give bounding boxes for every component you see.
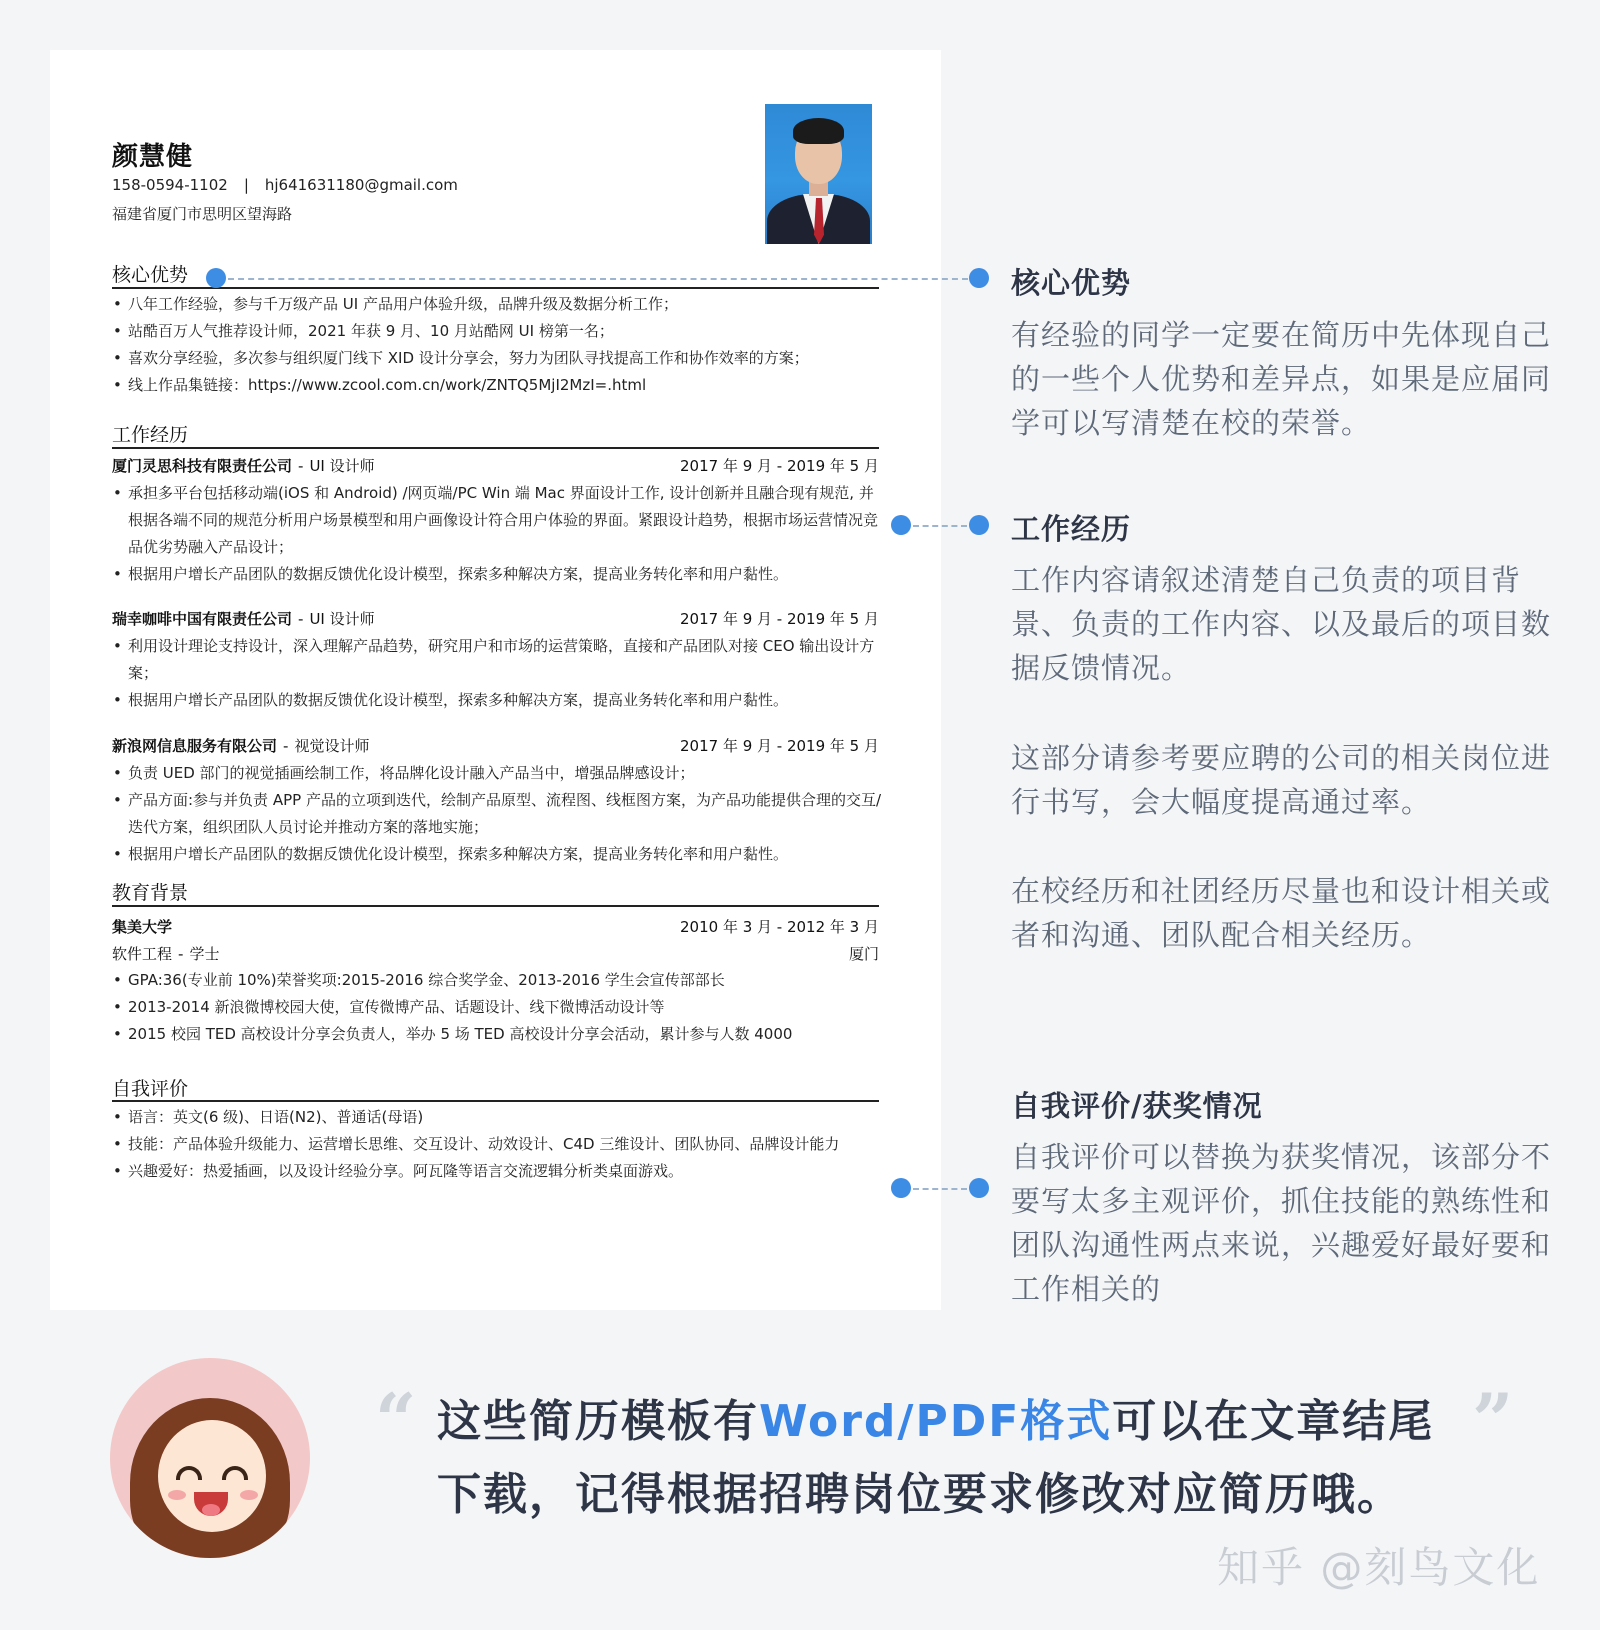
job-date: 2017 年 9 月 - 2019 年 5 月: [680, 610, 879, 628]
job-duties: [112, 633, 882, 714]
note-text: 这些简历模板有: [437, 1396, 759, 1447]
dash: -: [283, 737, 289, 755]
section-title-advantages: 核心优势: [112, 264, 189, 286]
resume-page: [50, 50, 941, 1310]
connector-line: [913, 1188, 967, 1190]
resume-name: 颜慧健: [112, 142, 194, 172]
job-duties: [112, 760, 882, 868]
school-header: [112, 916, 879, 937]
list-item: • 八年工作经验，参与千万级产品 UI 产品用户体验升级，品牌升级及数据分析工作；: [112, 291, 882, 318]
job-header: [112, 735, 879, 756]
connector-dot: [891, 1178, 911, 1198]
contact-separator: |: [243, 176, 249, 194]
school-date: 2010 年 3 月 - 2012 年 3 月: [680, 918, 879, 936]
author-avatar: [110, 1358, 310, 1558]
list-item: • 站酷百万人气推荐设计师，2021 年获 9 月、10 月站酷网 UI 榜第一名；: [112, 318, 882, 345]
job-date: 2017 年 9 月 - 2019 年 5 月: [680, 457, 879, 475]
dash: -: [298, 457, 304, 475]
watermark: 知乎 @刻鸟文化: [1217, 1543, 1541, 1592]
connector-line: [228, 278, 968, 280]
job-role: 视觉设计师: [294, 737, 370, 755]
connector-dot: [206, 268, 226, 288]
section-title-self: 自我评价: [112, 1078, 189, 1100]
connector-dot: [891, 515, 911, 535]
job-date: 2017 年 9 月 - 2019 年 5 月: [680, 737, 879, 755]
close-quote-icon: ”: [1472, 1377, 1514, 1462]
note-text: 可以在文章结尾: [1112, 1396, 1435, 1447]
company-name: 瑞幸咖啡中国有限责任公司: [112, 610, 293, 628]
company-name: 新浪网信息服务有限公司: [112, 737, 278, 755]
list-item: • 2015 校园 TED 高校设计分享会负责人，举办 5 场 TED 高校设计分享会活动，累计参与人数 4000: [112, 1021, 882, 1048]
advantages-list: [112, 291, 882, 399]
resume-contact: [112, 176, 458, 194]
list-item: • 兴趣爱好：热爱插画，以及设计经验分享。阿瓦隆等语言交流逻辑分析类桌面游戏。: [112, 1158, 882, 1185]
annotation-title: 核心优势: [1011, 266, 1132, 300]
major: 软件工程: [112, 945, 173, 963]
portfolio-link[interactable]: 线上作品集链接：https://www.zcool.com.cn/work/ZNTQ5MjI2MzI=.html: [128, 376, 647, 394]
annotation-body: 工作内容请叙述清楚自己负责的项目背景、负责的工作内容、以及最后的项目数据反馈情况。: [1011, 563, 1552, 685]
open-quote-icon: “: [375, 1377, 417, 1462]
phone-number: 158-0594-1102: [112, 176, 228, 194]
job-role: UI 设计师: [309, 610, 375, 628]
job-header: [112, 455, 879, 476]
note-line-2: 下载，记得根据招聘岗位要求修改对应简历哦。: [437, 1469, 1403, 1520]
list-item: • 语言：英文(6 级)、日语(N2)、普通话(母语): [112, 1104, 882, 1131]
education-list: [112, 967, 882, 1048]
connector-dot: [969, 268, 989, 288]
list-item: [112, 372, 882, 399]
section-title-education: 教育背景: [112, 882, 189, 904]
list-item: • 根据用户增长产品团队的数据反馈优化设计模型，探索多种解决方案，提高业务转化率和用户黏性。: [112, 687, 882, 714]
list-item: • 喜欢分享经验，多次参与组织厦门线下 XID 设计分享会，努力为团队寻找提高工作和协作效率的方案；: [112, 345, 882, 372]
annotation-body: 在校经历和社团经历尽量也和设计相关或者和沟通、团队配合相关经历。: [1011, 874, 1552, 952]
major-row: [112, 943, 879, 964]
dash: -: [178, 945, 184, 963]
dash: -: [298, 610, 304, 628]
list-item: • 利用设计理论支持设计，深入理解产品趋势，研究用户和市场的运营策略，直接和产品团队对接 CEO 输出设计方案；: [112, 633, 882, 687]
section-rule: [112, 1100, 879, 1102]
section-rule: [112, 287, 879, 289]
job-role: UI 设计师: [309, 457, 375, 475]
section-rule: [112, 447, 879, 449]
self-list: [112, 1104, 882, 1185]
school-city: 厦门: [848, 945, 879, 963]
note-line-1: [437, 1385, 1434, 1449]
annotation-title: 工作经历: [1011, 512, 1132, 546]
annotation-body: 这部分请参考要应聘的公司的相关岗位进行书写，会大幅度提高通过率。: [1011, 741, 1552, 819]
list-item: • 负责 UED 部门的视觉插画绘制工作，将品牌化设计融入产品当中，增强品牌感设计；: [112, 760, 882, 787]
connector-line: [913, 525, 967, 527]
home-address: 福建省厦门市思明区望海路: [112, 205, 293, 223]
list-item: • 承担多平台包括移动端(iOS 和 Android) /网页端/PC Win 端 Mac 界面设计工作, 设计创新并且融合现有规范, 并根据各端不同的规范分析用户场景模型和用户画像设计符合用户体验的界面。紧跟设计趋势，根据市场运营情况竞品优劣势融入产品设计；: [112, 480, 882, 561]
connector-dot: [969, 1178, 989, 1198]
job-header: [112, 608, 879, 629]
list-item: • GPA:36(专业前 10%)荣誉奖项:2015-2016 综合奖学金、2013-2016 学生会宣传部部长: [112, 967, 882, 994]
note-highlight: Word/PDF格式: [759, 1396, 1113, 1447]
job-duties: [112, 480, 882, 588]
list-item: • 根据用户增长产品团队的数据反馈优化设计模型，探索多种解决方案，提高业务转化率和用户黏性。: [112, 841, 882, 868]
section-rule: [112, 905, 879, 907]
section-title-experience: 工作经历: [112, 424, 189, 446]
list-item: • 根据用户增长产品团队的数据反馈优化设计模型，探索多种解决方案，提高业务转化率和用户黏性。: [112, 561, 882, 588]
company-name: 厦门灵思科技有限责任公司: [112, 457, 293, 475]
email-address: hj641631180@gmail.com: [264, 176, 458, 194]
connector-dot: [969, 515, 989, 535]
degree: 学士: [189, 945, 220, 963]
school-name: 集美大学: [112, 918, 173, 936]
portrait-photo: [765, 104, 872, 244]
annotation-body: 有经验的同学一定要在简历中先体现自己的一些个人优势和差异点，如果是应届同学可以写清楚在校的荣誉。: [1011, 318, 1552, 440]
list-item: • 2013-2014 新浪微博校园大使，宣传微博产品、话题设计、线下微博活动设计等: [112, 994, 882, 1021]
list-item: • 产品方面:参与并负责 APP 产品的立项到迭代，绘制产品原型、流程图、线框图方案，为产品功能提供合理的交互/迭代方案，组织团队人员讨论并推动方案的落地实施；: [112, 787, 882, 841]
annotation-body: 自我评价可以替换为获奖情况，该部分不要写太多主观评价，抓住技能的熟练性和团队沟通性两点来说，兴趣爱好最好要和工作相关的: [1011, 1140, 1552, 1306]
list-item: • 技能：产品体验升级能力、运营增长思维、交互设计、动效设计、C4D 三维设计、团队协同、品牌设计能力: [112, 1131, 882, 1158]
annotation-title: 自我评价/获奖情况: [1011, 1089, 1263, 1123]
